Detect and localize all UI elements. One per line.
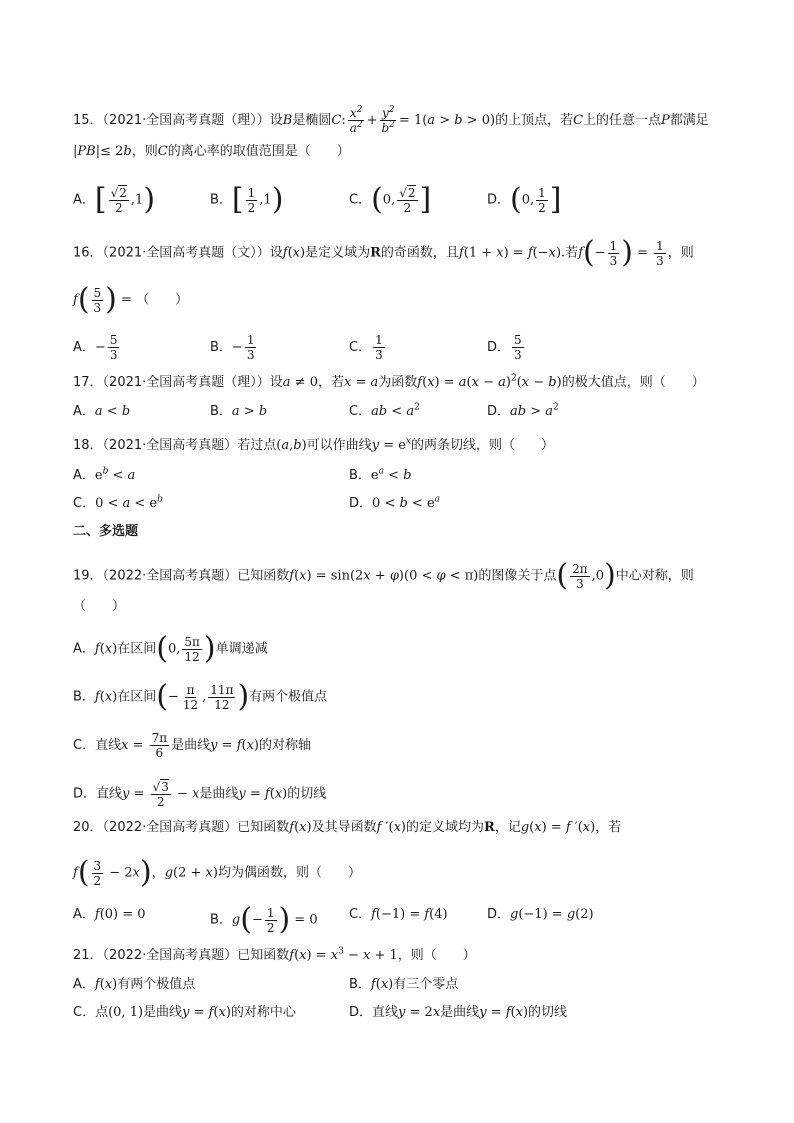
q16-option-d[interactable]: D． $\frac{5}{3}$: [487, 333, 522, 362]
q16-number: 16．: [73, 245, 103, 261]
q15-stem: 15．（2021·全国高考真题（理））设B是椭圆C: $\frac{x^2}{a^2}$ + $\frac{y^2}{b^2}$ = 1(a > b > 0)的上顶点，若C上的任意一点P都满足: [73, 105, 709, 135]
q15-option-d[interactable]: D．(0, $\frac{1}{2}$ ]: [487, 182, 562, 217]
q16-stem: 16．（2021·全国高考真题（文））设f(x)是定义域为R的奇函数，且f(1 + x) = f(−x).若f(− $\frac{1}{3}$ ) = $\frac{1}{3}$ ，则: [73, 235, 694, 270]
q15-option-b[interactable]: B．[ $\frac{1}{2}$ ,1): [210, 182, 284, 217]
q19-stem: 19．（2022·全国高考真题）已知函数f(x) = sin(2x + φ)(0 < φ < π)的图像关于点( $\frac{2\pi}{3}$ ,0)中心对称，则: [73, 558, 694, 593]
q15-source: （2021·全国高考真题（理））: [102, 113, 270, 128]
q21-option-c[interactable]: C．点(0, 1)是曲线y = f(x)的对称中心: [73, 1005, 296, 1020]
q17-option-b[interactable]: B．a > b: [210, 404, 268, 419]
q19-paren: （ ）: [73, 599, 126, 614]
q20-stem: 20．（2022·全国高考真题）已知函数f(x)及其导函数f ′(x)的定义域均为R，记g(x) = f ′(x)，若: [73, 820, 622, 835]
q19-option-c[interactable]: C．直线x = $\frac{7\pi}{6}$ 是曲线y = f(x)的对称轴: [73, 731, 312, 760]
q20-option-b[interactable]: B．g(− $\frac{1}{2}$ ) = 0: [210, 902, 318, 937]
q16-option-c[interactable]: C． $\frac{1}{3}$: [349, 333, 383, 362]
q21-stem: 21．（2022·全国高考真题）已知函数$f(x) = x^3 - x + 1$，则（ ）: [73, 946, 476, 963]
q19-source: （2022·全国高考真题）: [102, 568, 238, 584]
q21-option-b[interactable]: B．f(x)有三个零点: [349, 977, 459, 992]
section-heading-multi-choice: 二、多选题: [73, 524, 139, 539]
q16-option-b[interactable]: B．− $\frac{1}{3}$: [210, 333, 255, 362]
q17-option-c[interactable]: C．ab < $a^2$: [349, 402, 420, 419]
q20-option-d[interactable]: D．g(−1) = g(2): [487, 907, 594, 922]
q19-option-d[interactable]: D．直线y = $\frac{√3}{2}$ − x是曲线y = f(x)的切线: [73, 780, 327, 809]
q17-option-d[interactable]: D．ab > $a^2$: [487, 402, 559, 419]
q17-number: 17．: [73, 375, 103, 390]
q15-number: 15．: [73, 113, 103, 128]
q17-stem: 17．（2021·全国高考真题（理））设a ≠ 0，若x = a为函数$f(x) = a(x - a)^2(x - b)$的极大值点，则（ ）: [73, 373, 705, 390]
q15-option-c[interactable]: C．(0, $\frac{√2}{2}$ ]: [349, 182, 432, 217]
q18-option-b[interactable]: B．$e^a < b$: [349, 466, 412, 483]
q16-option-a[interactable]: A．− $\frac{5}{3}$: [73, 333, 118, 362]
q21-option-d[interactable]: D．直线y = 2x是曲线y = f(x)的切线: [349, 1005, 568, 1020]
q20-option-c[interactable]: C．f(−1) = f(4): [349, 907, 448, 922]
q15-stem-line2: |PB|≤ 2b，则C的离心率的取值范围是（ ）: [73, 144, 350, 159]
q18-option-d[interactable]: D．$0 < b < e^a$: [349, 494, 441, 511]
q20-stem-line2: f( $\frac{3}{2}$ − 2x)，g(2 + x)均为偶函数，则（ ）: [73, 855, 361, 890]
q15-option-a[interactable]: A．[ $\frac{√2}{2}$ ,1): [73, 182, 156, 217]
q16-stem-line2: f( $\frac{5}{3}$ ) = （ ）: [73, 282, 189, 317]
q17-option-a[interactable]: A．a < b: [73, 404, 131, 419]
q21-source: （2022·全国高考真题）: [102, 948, 238, 963]
q18-stem: 18．（2021·全国高考真题）若过点(a,b)可以作曲线$y = e^x$的两条切线，则（ ）: [73, 436, 554, 453]
q21-option-a[interactable]: A．f(x)有两个极值点: [73, 977, 196, 992]
q20-number: 20．: [73, 820, 103, 835]
q20-option-a[interactable]: A．f(0) = 0: [73, 907, 146, 922]
q19-option-b[interactable]: B．f(x)在区间(− $\frac{\pi}{12}$ , $\frac{11\pi}{12}$ )有两个极值点: [73, 679, 328, 714]
q21-number: 21．: [73, 948, 103, 963]
q19-number: 19．: [73, 568, 103, 584]
q18-option-a[interactable]: A．$e^b < a$: [73, 466, 136, 483]
q20-source: （2022·全国高考真题）: [102, 820, 238, 835]
q18-option-c[interactable]: C．$0 < a < e^b$: [73, 494, 163, 511]
q17-source: （2021·全国高考真题（理））: [102, 375, 270, 390]
q18-source: （2021·全国高考真题）: [102, 438, 238, 453]
q18-number: 18．: [73, 438, 103, 453]
q19-option-a[interactable]: A．f(x)在区间(0, $\frac{5\pi}{12}$ )单调递减: [73, 631, 268, 666]
q16-source: （2021·全国高考真题（文））: [102, 245, 270, 261]
